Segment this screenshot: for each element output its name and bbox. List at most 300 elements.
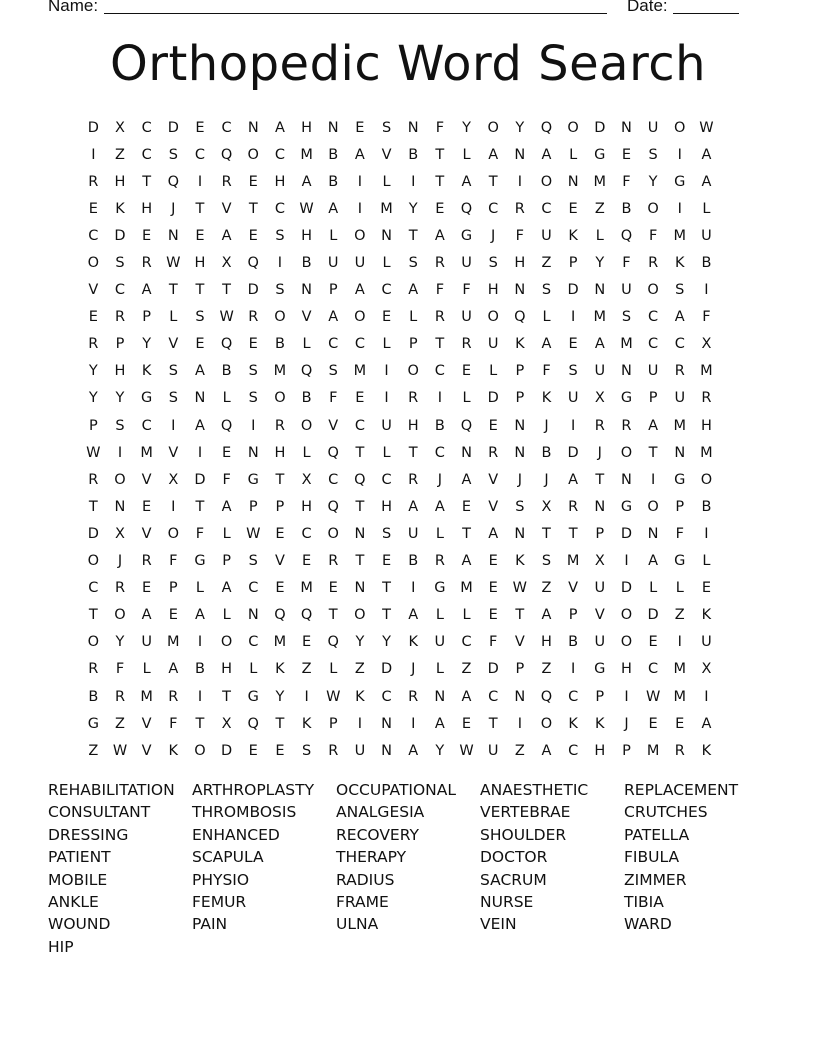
grid-letter: Z bbox=[301, 661, 312, 678]
grid-letter: A bbox=[594, 336, 605, 353]
grid-letter: T bbox=[222, 688, 232, 705]
grid-letter: E bbox=[488, 607, 498, 624]
grid-letter: N bbox=[247, 607, 259, 624]
grid-letter: A bbox=[408, 742, 419, 759]
grid-letter: W bbox=[219, 309, 234, 326]
grid-letter: C bbox=[141, 417, 152, 434]
grid-letter: M bbox=[300, 146, 313, 163]
grid-letter: B bbox=[701, 255, 712, 272]
grid-letter: L bbox=[382, 336, 391, 353]
grid-letter: U bbox=[594, 580, 606, 597]
word-list-item: HIP bbox=[48, 937, 74, 956]
grid-letter: S bbox=[515, 498, 525, 515]
grid-letter: H bbox=[487, 282, 499, 299]
grid-letter: U bbox=[461, 255, 472, 272]
grid-letter: A bbox=[221, 498, 232, 515]
grid-letter: Q bbox=[327, 444, 339, 461]
grid-letter: T bbox=[435, 146, 445, 163]
word-list-item: PHYSIO bbox=[192, 870, 250, 889]
grid-letter: T bbox=[435, 173, 445, 190]
grid-letter: I bbox=[677, 146, 682, 163]
grid-letter: I bbox=[304, 688, 309, 705]
grid-letter: Q bbox=[540, 119, 553, 136]
grid-letter: E bbox=[568, 200, 578, 217]
word-list-item: WARD bbox=[624, 915, 672, 934]
grid-letter: I bbox=[91, 146, 96, 163]
grid-letter: S bbox=[568, 363, 578, 380]
grid-letter: G bbox=[594, 146, 606, 163]
grid-letter: I bbox=[517, 715, 522, 732]
grid-letter: Z bbox=[88, 742, 99, 759]
grid-letter: D bbox=[594, 119, 606, 136]
grid-letter: B bbox=[328, 173, 339, 190]
grid-letter: Y bbox=[462, 119, 471, 136]
grid-letter: S bbox=[621, 309, 632, 326]
grid-letter: S bbox=[301, 742, 312, 759]
grid-letter: L bbox=[302, 336, 311, 353]
grid-letter: V bbox=[594, 607, 605, 624]
grid-letter: P bbox=[622, 742, 631, 759]
grid-letter: J bbox=[544, 417, 549, 434]
grid-letter: Q bbox=[274, 607, 286, 624]
grid-letter: P bbox=[515, 363, 525, 380]
grid-letter: O bbox=[274, 309, 286, 326]
grid-letter: L bbox=[382, 173, 391, 190]
grid-letter: T bbox=[275, 715, 285, 732]
grid-letter: K bbox=[515, 553, 525, 570]
word-list-item: NURSE bbox=[480, 893, 534, 912]
word-list-item: ULNA bbox=[336, 915, 379, 934]
grid-letter: R bbox=[434, 309, 445, 326]
grid-letter: N bbox=[327, 119, 339, 136]
grid-letter: I bbox=[117, 444, 123, 461]
grid-letter: R bbox=[434, 553, 445, 570]
grid-letter: N bbox=[167, 227, 179, 244]
grid-letter: W bbox=[86, 444, 101, 461]
grid-letter: D bbox=[114, 227, 126, 244]
grid-letter: G bbox=[674, 553, 686, 570]
grid-letter: C bbox=[301, 525, 312, 542]
word-list-item: RECOVERY bbox=[336, 825, 419, 844]
grid-letter: B bbox=[701, 498, 712, 515]
grid-row bbox=[80, 656, 720, 683]
grid-letter: C bbox=[381, 471, 392, 488]
grid-letter: H bbox=[301, 227, 313, 244]
grid-letter: G bbox=[434, 580, 446, 597]
grid-letter: V bbox=[141, 742, 152, 759]
grid-letter: M bbox=[673, 661, 687, 678]
grid-letter: M bbox=[673, 417, 687, 434]
grid-letter: A bbox=[701, 173, 712, 190]
grid-letter: U bbox=[434, 634, 446, 651]
grid-letter: K bbox=[675, 255, 685, 272]
grid-letter: T bbox=[195, 282, 205, 299]
page-title: Orthopedic Word Search bbox=[109, 36, 707, 92]
grid-letter: L bbox=[489, 363, 498, 380]
grid-letter: P bbox=[328, 282, 338, 299]
grid-letter: T bbox=[382, 607, 391, 624]
grid-letter: E bbox=[88, 309, 98, 326]
grid-letter: C bbox=[434, 444, 445, 461]
grid-letter: D bbox=[647, 607, 659, 624]
grid-letter: L bbox=[169, 309, 178, 326]
grid-letter: O bbox=[87, 634, 100, 651]
grid-letter: F bbox=[222, 471, 231, 488]
grid-letter: Q bbox=[300, 363, 313, 380]
word-list-item: OCCUPATIONAL bbox=[336, 781, 457, 799]
grid-letter: T bbox=[88, 607, 98, 624]
grid-letter: O bbox=[220, 634, 233, 651]
grid-letter: Z bbox=[541, 580, 552, 597]
grid-letter: V bbox=[141, 715, 152, 732]
grid-letter: G bbox=[674, 471, 686, 488]
grid-letter: R bbox=[221, 173, 232, 190]
grid-letter: A bbox=[434, 227, 445, 244]
grid-letter: A bbox=[461, 471, 472, 488]
grid-letter: P bbox=[88, 417, 98, 434]
grid-letter: P bbox=[595, 688, 605, 705]
grid-letter: A bbox=[461, 688, 472, 705]
grid-letter: J bbox=[624, 715, 629, 732]
grid-letter: L bbox=[462, 146, 471, 163]
grid-letter: M bbox=[140, 688, 153, 705]
grid-letter: T bbox=[195, 715, 205, 732]
grid-letter: R bbox=[594, 417, 605, 434]
grid-letter: O bbox=[540, 715, 553, 732]
grid-letter: Q bbox=[220, 146, 233, 163]
grid-letter: I bbox=[197, 444, 203, 461]
word-list-item: SACRUM bbox=[480, 870, 547, 889]
grid-letter: E bbox=[488, 417, 498, 434]
grid-letter: R bbox=[88, 471, 99, 488]
grid-letter: A bbox=[648, 417, 659, 434]
grid-row bbox=[80, 331, 720, 358]
grid-letter: A bbox=[434, 498, 445, 515]
grid-letter: I bbox=[411, 173, 416, 190]
grid-letter: K bbox=[275, 661, 285, 678]
grid-letter: N bbox=[621, 119, 632, 136]
grid-letter: H bbox=[301, 119, 313, 136]
grid-letter: L bbox=[222, 607, 231, 624]
grid-letter: M bbox=[273, 363, 287, 380]
grid-letter: E bbox=[142, 498, 152, 515]
grid-letter: D bbox=[567, 444, 579, 461]
grid-letter: E bbox=[248, 227, 258, 244]
grid-letter: Q bbox=[167, 173, 179, 190]
grid-letter: Q bbox=[514, 309, 526, 326]
grid-letter: I bbox=[571, 417, 576, 434]
grid-letter: C bbox=[221, 119, 232, 136]
grid-letter: P bbox=[328, 715, 338, 732]
grid-row bbox=[80, 249, 720, 276]
grid-letter: N bbox=[514, 525, 526, 542]
grid-letter: L bbox=[222, 525, 231, 542]
grid-letter: Z bbox=[514, 742, 525, 759]
grid-letter: E bbox=[355, 390, 365, 407]
grid-letter: P bbox=[408, 336, 418, 353]
grid-letter: M bbox=[460, 580, 473, 597]
grid-letter: B bbox=[274, 336, 285, 353]
grid-letter: I bbox=[171, 417, 176, 434]
grid-letter: R bbox=[168, 688, 179, 705]
grid-letter: H bbox=[114, 173, 126, 190]
grid-letter: N bbox=[301, 282, 312, 299]
grid-letter: X bbox=[168, 471, 179, 488]
grid-letter: E bbox=[648, 715, 658, 732]
grid-letter: A bbox=[221, 227, 232, 244]
grid-letter: I bbox=[357, 200, 363, 217]
word-list-item: WOUND bbox=[48, 915, 111, 934]
grid-letter: C bbox=[381, 688, 392, 705]
grid-letter: S bbox=[541, 553, 552, 570]
grid-letter: P bbox=[248, 498, 258, 515]
grid-letter: X bbox=[301, 471, 312, 488]
grid-letter: F bbox=[648, 227, 658, 244]
grid-letter: Y bbox=[382, 634, 391, 651]
grid-letter: H bbox=[114, 363, 126, 380]
grid-letter: R bbox=[114, 309, 126, 326]
grid-letter: S bbox=[168, 390, 178, 407]
grid-letter: C bbox=[88, 580, 99, 597]
grid-letter: L bbox=[542, 309, 551, 326]
grid-letter: F bbox=[542, 363, 551, 380]
grid-letter: D bbox=[487, 661, 499, 678]
name-blank-line bbox=[104, 13, 607, 14]
grid-letter: Y bbox=[115, 390, 125, 407]
grid-letter: S bbox=[168, 146, 178, 163]
grid-letter: U bbox=[701, 634, 712, 651]
grid-letter: B bbox=[434, 417, 445, 434]
grid-letter: L bbox=[435, 525, 444, 542]
grid-letter: A bbox=[461, 173, 472, 190]
grid-letter: M bbox=[566, 553, 580, 570]
grid-letter: P bbox=[222, 553, 231, 570]
grid-letter: C bbox=[248, 634, 259, 651]
grid-letter: Q bbox=[247, 715, 259, 732]
grid-letter: E bbox=[648, 634, 658, 651]
grid-letter: A bbox=[408, 498, 419, 515]
grid-letter: Z bbox=[541, 661, 552, 678]
grid-letter: F bbox=[195, 525, 205, 542]
word-list-item: ARTHROPLASTY bbox=[192, 781, 315, 799]
grid-row bbox=[80, 683, 720, 710]
grid-letter: I bbox=[411, 580, 416, 597]
grid-letter: V bbox=[568, 580, 579, 597]
grid-letter: R bbox=[701, 390, 712, 407]
grid-letter: H bbox=[274, 173, 286, 190]
grid-letter: R bbox=[114, 580, 126, 597]
grid-letter: R bbox=[274, 417, 285, 434]
grid-row bbox=[80, 710, 720, 737]
grid-letter: C bbox=[141, 119, 152, 136]
grid-letter: W bbox=[299, 200, 314, 217]
grid-letter: E bbox=[461, 498, 472, 515]
name-date-header bbox=[48, 0, 748, 20]
letter-grid bbox=[80, 114, 720, 764]
grid-letter: T bbox=[568, 525, 578, 542]
grid-letter: C bbox=[381, 282, 392, 299]
grid-letter: V bbox=[514, 634, 525, 651]
grid-letter: K bbox=[568, 227, 578, 244]
grid-letter: I bbox=[571, 309, 576, 326]
grid-letter: X bbox=[701, 661, 712, 678]
grid-letter: I bbox=[704, 282, 709, 299]
grid-letter: C bbox=[354, 336, 365, 353]
grid-letter: P bbox=[115, 336, 125, 353]
word-list-item: CRUTCHES bbox=[624, 803, 708, 822]
grid-letter: C bbox=[354, 417, 365, 434]
grid-letter: J bbox=[597, 444, 602, 461]
grid-letter: F bbox=[329, 390, 338, 407]
grid-letter: H bbox=[194, 255, 206, 272]
grid-letter: R bbox=[408, 390, 419, 407]
grid-letter: Q bbox=[354, 471, 366, 488]
grid-letter: A bbox=[674, 309, 685, 326]
grid-letter: V bbox=[88, 282, 99, 299]
grid-letter: Z bbox=[115, 146, 125, 163]
grid-letter: E bbox=[275, 525, 285, 542]
grid-letter: R bbox=[568, 498, 579, 515]
grid-row bbox=[80, 737, 720, 764]
grid-letter: P bbox=[675, 498, 685, 515]
grid-letter: U bbox=[541, 227, 552, 244]
grid-letter: Q bbox=[220, 417, 233, 434]
grid-letter: T bbox=[355, 444, 365, 461]
grid-letter: B bbox=[541, 444, 552, 461]
grid-letter: H bbox=[700, 417, 712, 434]
grid-letter: I bbox=[571, 661, 576, 678]
grid-letter: T bbox=[168, 282, 178, 299]
grid-row bbox=[80, 412, 720, 439]
grid-letter: E bbox=[275, 580, 285, 597]
grid-letter: R bbox=[328, 742, 339, 759]
grid-letter: S bbox=[408, 255, 418, 272]
grid-letter: B bbox=[408, 553, 419, 570]
grid-letter: M bbox=[593, 173, 607, 190]
grid-letter: C bbox=[648, 661, 659, 678]
grid-letter: X bbox=[221, 255, 232, 272]
grid-letter: U bbox=[354, 255, 366, 272]
grid-letter: Z bbox=[594, 200, 605, 217]
grid-letter: U bbox=[327, 255, 339, 272]
word-column bbox=[480, 779, 624, 958]
grid-letter: I bbox=[197, 634, 203, 651]
grid-letter: C bbox=[141, 146, 152, 163]
grid-letter: B bbox=[194, 661, 205, 678]
grid-letter: L bbox=[302, 444, 311, 461]
grid-letter: E bbox=[195, 336, 205, 353]
grid-letter: S bbox=[541, 282, 552, 299]
grid-letter: L bbox=[382, 444, 391, 461]
grid-letter: S bbox=[248, 363, 258, 380]
grid-letter: Y bbox=[648, 173, 658, 190]
word-list-item: SCAPULA bbox=[192, 848, 264, 867]
grid-letter: P bbox=[568, 607, 578, 624]
grid-letter: E bbox=[461, 715, 472, 732]
grid-letter: I bbox=[197, 688, 203, 705]
grid-letter: K bbox=[568, 715, 578, 732]
word-list-item: ANALGESIA bbox=[336, 803, 425, 822]
grid-letter: V bbox=[488, 498, 499, 515]
grid-letter: T bbox=[595, 471, 605, 488]
grid-row bbox=[80, 548, 720, 575]
grid-letter: T bbox=[142, 173, 152, 190]
grid-letter: D bbox=[194, 471, 206, 488]
grid-letter: T bbox=[355, 553, 365, 570]
grid-letter: E bbox=[248, 336, 258, 353]
grid-letter: T bbox=[488, 715, 498, 732]
grid-letter: U bbox=[567, 390, 579, 407]
grid-letter: R bbox=[488, 444, 499, 461]
grid-letter: Q bbox=[460, 200, 473, 217]
word-list-item: RADIUS bbox=[336, 870, 395, 889]
grid-letter: L bbox=[435, 661, 444, 678]
grid-letter: H bbox=[301, 498, 313, 515]
grid-letter: D bbox=[487, 390, 499, 407]
grid-letter: S bbox=[168, 363, 178, 380]
grid-letter: S bbox=[381, 119, 392, 136]
word-list-item: VEIN bbox=[480, 915, 517, 934]
word-list bbox=[48, 779, 768, 958]
grid-letter: H bbox=[381, 498, 392, 515]
grid-letter: V bbox=[301, 309, 312, 326]
word-list-item: FRAME bbox=[336, 893, 389, 912]
grid-letter: R bbox=[88, 173, 99, 190]
grid-letter: S bbox=[115, 417, 125, 434]
grid-letter: C bbox=[88, 227, 99, 244]
grid-letter: O bbox=[354, 607, 366, 624]
grid-letter: V bbox=[488, 471, 499, 488]
grid-letter: F bbox=[622, 255, 631, 272]
grid-letter: U bbox=[141, 634, 152, 651]
grid-letter: W bbox=[112, 742, 128, 759]
grid-letter: Z bbox=[354, 661, 365, 678]
grid-letter: R bbox=[408, 688, 419, 705]
grid-letter: T bbox=[195, 498, 205, 515]
grid-letter: Q bbox=[327, 498, 339, 515]
grid-letter: R bbox=[434, 255, 445, 272]
grid-letter: R bbox=[248, 309, 259, 326]
grid-letter: Y bbox=[435, 742, 445, 759]
grid-letter: S bbox=[248, 553, 258, 570]
grid-letter: O bbox=[620, 634, 633, 651]
grid-letter: O bbox=[114, 607, 126, 624]
date-blank-line bbox=[673, 13, 739, 14]
grid-letter: I bbox=[171, 498, 176, 515]
grid-letter: N bbox=[594, 498, 606, 515]
grid-letter: A bbox=[648, 553, 659, 570]
grid-letter: N bbox=[381, 715, 392, 732]
grid-letter: E bbox=[435, 200, 445, 217]
grid-letter: T bbox=[462, 525, 471, 542]
grid-letter: A bbox=[541, 146, 552, 163]
grid-letter: N bbox=[567, 173, 579, 190]
grid-letter: K bbox=[408, 634, 418, 651]
grid-letter: O bbox=[87, 255, 100, 272]
grid-letter: M bbox=[700, 444, 713, 461]
grid-letter: I bbox=[704, 525, 709, 542]
grid-letter: I bbox=[704, 688, 709, 705]
grid-letter: N bbox=[621, 471, 632, 488]
grid-letter: M bbox=[700, 363, 713, 380]
grid-letter: Q bbox=[220, 336, 233, 353]
grid-letter: S bbox=[275, 282, 285, 299]
grid-letter: I bbox=[411, 715, 416, 732]
grid-letter: A bbox=[434, 715, 445, 732]
grid-letter: L bbox=[569, 146, 578, 163]
grid-letter: I bbox=[437, 390, 442, 407]
grid-letter: F bbox=[462, 282, 471, 299]
